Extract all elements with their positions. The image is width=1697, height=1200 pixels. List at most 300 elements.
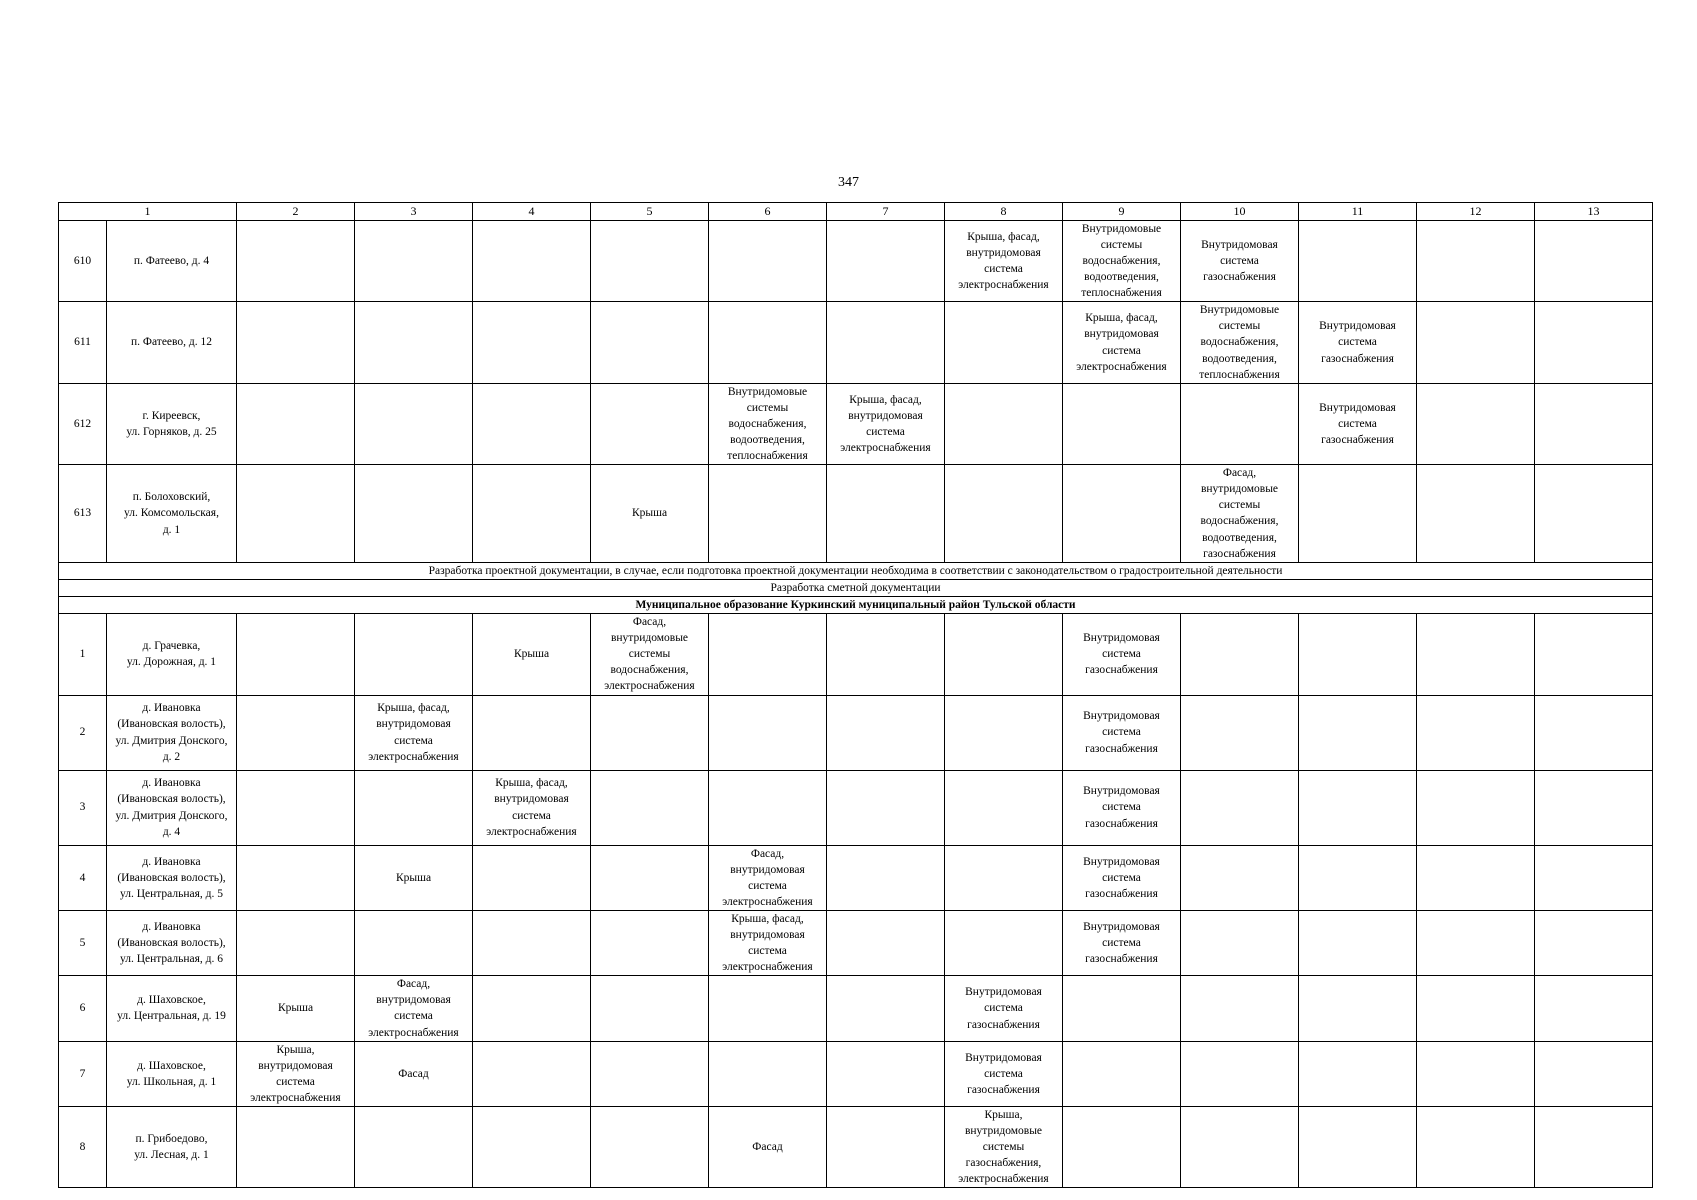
cell-line: ул. Дорожная, д. 1 xyxy=(126,656,217,669)
work-cell xyxy=(1535,465,1653,563)
cell-line: системы xyxy=(628,648,671,661)
work-cell xyxy=(355,695,473,770)
cell-line: ул. Центральная, д. 5 xyxy=(119,887,224,900)
work-cell xyxy=(1063,845,1181,910)
work-cell xyxy=(473,1041,591,1106)
cell-line: д. Ивановка xyxy=(142,855,201,868)
cell-line: система xyxy=(984,1002,1023,1015)
work-cell xyxy=(355,220,473,301)
column-header: 10 xyxy=(1181,203,1299,221)
cell-line: система xyxy=(394,1010,433,1023)
work-cell xyxy=(591,1041,709,1106)
cell-line: электроснабжения xyxy=(958,1173,1049,1186)
work-cell xyxy=(591,695,709,770)
table-row xyxy=(59,976,1653,1041)
column-header: 2 xyxy=(237,203,355,221)
work-cell xyxy=(945,1107,1063,1188)
page-number: 347 xyxy=(838,175,859,190)
work-cell xyxy=(591,976,709,1041)
cell-line: система xyxy=(512,809,551,822)
table-row xyxy=(59,910,1653,975)
work-cell xyxy=(1181,1041,1299,1106)
cell-line: внутридомовая xyxy=(730,863,805,876)
work-cell xyxy=(709,695,827,770)
cell-line: Крыша, фасад, xyxy=(495,777,568,790)
cell-line: Крыша, фасад, xyxy=(967,230,1040,243)
cell-line: водоснабжения, xyxy=(1200,336,1279,349)
cell-line: система xyxy=(984,1067,1023,1080)
row-number: 613 xyxy=(59,465,107,563)
cell-line: п. Фатеево, д. 12 xyxy=(131,336,212,349)
work-cell xyxy=(1535,770,1653,845)
work-cell xyxy=(473,845,591,910)
cell-line: Внутридомовые xyxy=(727,385,808,398)
work-cell xyxy=(237,1107,355,1188)
cell-line: (Ивановская волость), xyxy=(117,718,226,731)
work-cell xyxy=(1535,695,1653,770)
cell-line: Крыша xyxy=(513,648,550,661)
work-cell xyxy=(1299,910,1417,975)
work-cell xyxy=(1417,302,1535,383)
work-cell xyxy=(1181,976,1299,1041)
work-cell xyxy=(591,220,709,301)
section-row xyxy=(59,562,1653,579)
work-cell xyxy=(1181,910,1299,975)
cell-line: система xyxy=(1102,871,1141,884)
cell-line: газоснабжения xyxy=(1085,817,1158,830)
work-cell xyxy=(1063,614,1181,695)
cell-line: внутридомовая xyxy=(966,246,1041,259)
work-cell xyxy=(1299,1107,1417,1188)
work-cell xyxy=(237,302,355,383)
cell-line: Фасад xyxy=(398,1067,429,1080)
work-cell xyxy=(1417,770,1535,845)
address-cell xyxy=(107,770,237,845)
cell-line: электроснабжения xyxy=(840,442,931,455)
cell-line: газоснабжения xyxy=(967,1018,1040,1031)
address-cell xyxy=(107,465,237,563)
work-cell xyxy=(591,302,709,383)
work-cell xyxy=(827,220,945,301)
cell-line: водоотведения, xyxy=(1084,271,1159,284)
work-cell xyxy=(827,1041,945,1106)
cell-line: электроснабжения xyxy=(250,1091,341,1104)
cell-line: ул. Центральная, д. 6 xyxy=(119,953,224,966)
table-row xyxy=(59,1107,1653,1188)
cell-line: д. 2 xyxy=(162,750,181,763)
work-cell xyxy=(1417,695,1535,770)
work-cell xyxy=(1181,845,1299,910)
table-row xyxy=(59,465,1653,563)
column-header: 6 xyxy=(709,203,827,221)
cell-line: ул. Центральная, д. 19 xyxy=(117,1010,226,1023)
cell-line: система xyxy=(748,879,787,892)
cell-line: Внутридомовая xyxy=(1083,632,1160,645)
work-cell xyxy=(827,614,945,695)
cell-line: Фасад, xyxy=(396,978,431,991)
cell-line: газоснабжения xyxy=(1085,887,1158,900)
work-cell xyxy=(1417,383,1535,464)
cell-line: д. Ивановка xyxy=(142,920,201,933)
work-cell xyxy=(473,383,591,464)
work-cell xyxy=(1535,910,1653,975)
cell-line: г. Киреевск, xyxy=(142,409,201,422)
work-cell xyxy=(945,910,1063,975)
cell-line: водоснабжения, xyxy=(1082,254,1161,267)
work-cell xyxy=(237,1041,355,1106)
cell-line: Крыша, фасад, xyxy=(849,393,922,406)
cell-line: теплоснабжения xyxy=(1199,368,1280,381)
cell-line: Крыша, xyxy=(984,1109,1023,1122)
cell-line: электроснабжения xyxy=(368,1026,459,1039)
work-cell xyxy=(1299,220,1417,301)
cell-line: водоотведения, xyxy=(1202,352,1277,365)
cell-line: водоотведения, xyxy=(1202,531,1277,544)
work-cell xyxy=(1181,1107,1299,1188)
cell-line: система xyxy=(1102,801,1141,814)
work-cell xyxy=(473,465,591,563)
work-cell xyxy=(709,465,827,563)
cell-line: внутридомовая xyxy=(376,718,451,731)
work-cell xyxy=(591,910,709,975)
work-cell xyxy=(237,220,355,301)
cell-line: ул. Школьная, д. 1 xyxy=(126,1075,217,1088)
work-cell xyxy=(1299,614,1417,695)
section-title: Муниципальное образование Куркинский муниципальный район Тульской области xyxy=(59,596,1653,613)
repair-schedule-table xyxy=(58,202,1653,1188)
work-cell xyxy=(355,1041,473,1106)
work-cell xyxy=(1063,976,1181,1041)
row-number: 7 xyxy=(59,1041,107,1106)
row-number: 1 xyxy=(59,614,107,695)
work-cell xyxy=(709,1107,827,1188)
cell-line: внутридомовые xyxy=(610,632,689,645)
cell-line: электроснабжения xyxy=(368,750,459,763)
cell-line: Внутридомовые xyxy=(1199,304,1280,317)
address-cell xyxy=(107,976,237,1041)
column-header: 3 xyxy=(355,203,473,221)
cell-line: система xyxy=(1338,417,1377,430)
work-cell xyxy=(473,220,591,301)
work-cell xyxy=(1299,383,1417,464)
work-cell xyxy=(591,614,709,695)
row-number: 3 xyxy=(59,770,107,845)
cell-line: система xyxy=(394,734,433,747)
table-row xyxy=(59,845,1653,910)
work-cell xyxy=(709,1041,827,1106)
work-cell xyxy=(1181,302,1299,383)
row-number: 5 xyxy=(59,910,107,975)
work-cell xyxy=(473,910,591,975)
cell-line: Внутридомовая xyxy=(1083,710,1160,723)
work-cell xyxy=(237,465,355,563)
work-cell xyxy=(945,465,1063,563)
cell-line: водоотведения, xyxy=(730,434,805,447)
work-cell xyxy=(237,910,355,975)
header-row xyxy=(59,203,1653,221)
cell-line: Внутридомовая xyxy=(1319,401,1396,414)
cell-line: Внутридомовая xyxy=(965,986,1042,999)
work-cell xyxy=(591,770,709,845)
work-cell xyxy=(1535,1041,1653,1106)
cell-line: д. Шаховское, xyxy=(137,994,206,1007)
cell-line: ул. Горняков, д. 25 xyxy=(126,425,217,438)
work-cell xyxy=(1299,976,1417,1041)
table-row xyxy=(59,614,1653,695)
cell-line: п. Фатеево, д. 4 xyxy=(133,254,210,267)
cell-line: Внутридомовые xyxy=(1081,222,1162,235)
work-cell xyxy=(1063,910,1181,975)
work-cell xyxy=(473,976,591,1041)
work-cell xyxy=(355,383,473,464)
work-cell xyxy=(709,614,827,695)
work-cell xyxy=(945,1041,1063,1106)
address-cell xyxy=(107,695,237,770)
work-cell xyxy=(355,845,473,910)
work-cell xyxy=(827,465,945,563)
row-number: 6 xyxy=(59,976,107,1041)
cell-line: внутридомовые xyxy=(1200,483,1279,496)
cell-line: Внутридомовая xyxy=(1083,855,1160,868)
column-header: 7 xyxy=(827,203,945,221)
row-number: 611 xyxy=(59,302,107,383)
work-cell xyxy=(1181,220,1299,301)
cell-line: системы xyxy=(746,401,789,414)
cell-line: ул. Дмитрия Донского, xyxy=(115,734,228,747)
column-header: 4 xyxy=(473,203,591,221)
cell-line: Крыша, фасад, xyxy=(731,912,804,925)
cell-line: д. Ивановка xyxy=(142,702,201,715)
cell-line: Фасад, xyxy=(750,847,785,860)
cell-line: система xyxy=(984,263,1023,276)
work-cell xyxy=(1181,465,1299,563)
cell-line: внутридомовые xyxy=(964,1125,1043,1138)
work-cell xyxy=(237,614,355,695)
work-cell xyxy=(1535,1107,1653,1188)
row-number: 2 xyxy=(59,695,107,770)
work-cell xyxy=(827,383,945,464)
work-cell xyxy=(591,465,709,563)
work-cell xyxy=(355,770,473,845)
work-cell xyxy=(827,976,945,1041)
cell-line: системы xyxy=(1218,320,1261,333)
cell-line: электроснабжения xyxy=(722,895,813,908)
address-cell xyxy=(107,614,237,695)
work-cell xyxy=(1417,976,1535,1041)
work-cell xyxy=(1063,695,1181,770)
cell-line: Крыша, фасад, xyxy=(1085,312,1158,325)
work-cell xyxy=(355,976,473,1041)
cell-line: газоснабжения xyxy=(1203,271,1276,284)
cell-line: теплоснабжения xyxy=(1081,287,1162,300)
work-cell xyxy=(355,302,473,383)
work-cell xyxy=(945,383,1063,464)
cell-line: газоснабжения xyxy=(1085,953,1158,966)
table-row xyxy=(59,302,1653,383)
cell-line: электроснабжения xyxy=(1076,360,1167,373)
cell-line: п. Болоховский, xyxy=(132,491,211,504)
column-header: 13 xyxy=(1535,203,1653,221)
work-cell xyxy=(1299,770,1417,845)
table-row xyxy=(59,695,1653,770)
address-cell xyxy=(107,302,237,383)
work-cell xyxy=(827,1107,945,1188)
work-cell xyxy=(1417,1041,1535,1106)
work-cell xyxy=(945,770,1063,845)
work-cell xyxy=(709,845,827,910)
cell-line: Крыша xyxy=(277,1002,314,1015)
work-cell xyxy=(827,695,945,770)
work-cell xyxy=(945,845,1063,910)
work-cell xyxy=(1417,845,1535,910)
work-cell xyxy=(1535,845,1653,910)
cell-line: внутридомовая xyxy=(848,409,923,422)
work-cell xyxy=(1417,910,1535,975)
cell-line: внутридомовая xyxy=(1084,328,1159,341)
work-cell xyxy=(355,910,473,975)
work-cell xyxy=(827,770,945,845)
address-cell xyxy=(107,1041,237,1106)
work-cell xyxy=(1299,1041,1417,1106)
work-cell xyxy=(709,910,827,975)
work-cell xyxy=(237,770,355,845)
cell-line: газоснабжения xyxy=(967,1083,1040,1096)
cell-line: Фасад xyxy=(752,1141,783,1154)
work-cell xyxy=(473,1107,591,1188)
cell-line: газоснабжения, xyxy=(965,1157,1042,1170)
work-cell xyxy=(1299,465,1417,563)
cell-line: (Ивановская волость), xyxy=(117,937,226,950)
work-cell xyxy=(473,614,591,695)
cell-line: газоснабжения xyxy=(1321,352,1394,365)
work-cell xyxy=(237,383,355,464)
cell-line: Внутридомовая xyxy=(1201,238,1278,251)
cell-line: Внутридомовая xyxy=(1083,920,1160,933)
row-number: 4 xyxy=(59,845,107,910)
cell-line: система xyxy=(1102,648,1141,661)
work-cell xyxy=(827,910,945,975)
work-cell xyxy=(709,976,827,1041)
work-cell xyxy=(591,383,709,464)
address-cell xyxy=(107,383,237,464)
cell-line: (Ивановская волость), xyxy=(117,793,226,806)
cell-line: д. 1 xyxy=(162,523,181,536)
cell-line: система xyxy=(1102,937,1141,950)
work-cell xyxy=(591,1107,709,1188)
cell-line: газоснабжения xyxy=(1203,547,1276,560)
row-number: 612 xyxy=(59,383,107,464)
cell-line: системы xyxy=(1218,499,1261,512)
cell-line: внутридомовая xyxy=(730,928,805,941)
work-cell xyxy=(1535,976,1653,1041)
address-cell xyxy=(107,220,237,301)
work-cell xyxy=(355,1107,473,1188)
table-row xyxy=(59,1041,1653,1106)
cell-line: п. Грибоедово, xyxy=(135,1133,208,1146)
row-number: 8 xyxy=(59,1107,107,1188)
address-cell xyxy=(107,910,237,975)
address-cell xyxy=(107,1107,237,1188)
cell-line: система xyxy=(866,425,905,438)
work-cell xyxy=(473,770,591,845)
cell-line: водоснабжения, xyxy=(728,417,807,430)
work-cell xyxy=(1535,614,1653,695)
cell-line: ул. Лесная, д. 1 xyxy=(134,1149,209,1162)
table-row xyxy=(59,220,1653,301)
cell-line: ул. Дмитрия Донского, xyxy=(115,809,228,822)
cell-line: системы xyxy=(982,1141,1025,1154)
cell-line: внутридомовая xyxy=(494,793,569,806)
work-cell xyxy=(1417,465,1535,563)
cell-line: газоснабжения xyxy=(1085,742,1158,755)
work-cell xyxy=(237,976,355,1041)
work-cell xyxy=(1181,383,1299,464)
section-title: Разработка сметной документации xyxy=(59,579,1653,596)
work-cell xyxy=(1299,845,1417,910)
section-row xyxy=(59,596,1653,613)
cell-line: система xyxy=(1102,344,1141,357)
column-header: 12 xyxy=(1417,203,1535,221)
cell-line: д. Шаховское, xyxy=(137,1059,206,1072)
work-cell xyxy=(1417,614,1535,695)
cell-line: Фасад, xyxy=(1222,467,1257,480)
work-cell xyxy=(1063,770,1181,845)
cell-line: система xyxy=(1102,726,1141,739)
cell-line: внутридомовая xyxy=(258,1059,333,1072)
cell-line: д. Ивановка xyxy=(142,777,201,790)
cell-line: Внутридомовая xyxy=(1083,785,1160,798)
cell-line: система xyxy=(748,945,787,958)
cell-line: водоснабжения, xyxy=(1200,515,1279,528)
work-cell xyxy=(237,695,355,770)
column-header: 5 xyxy=(591,203,709,221)
cell-line: Внутридомовая xyxy=(965,1051,1042,1064)
cell-line: внутридомовая xyxy=(376,994,451,1007)
cell-line: газоснабжения xyxy=(1321,434,1394,447)
cell-line: ул. Комсомольская, xyxy=(124,507,219,520)
work-cell xyxy=(1417,220,1535,301)
work-cell xyxy=(1181,614,1299,695)
work-cell xyxy=(1299,695,1417,770)
cell-line: Внутридомовая xyxy=(1319,320,1396,333)
cell-line: Крыша, фасад, xyxy=(377,702,450,715)
cell-line: электроснабжения xyxy=(958,279,1049,292)
section-row xyxy=(59,579,1653,596)
work-cell xyxy=(591,845,709,910)
work-cell xyxy=(945,220,1063,301)
work-cell xyxy=(473,695,591,770)
work-cell xyxy=(1063,1107,1181,1188)
cell-line: Крыша, xyxy=(276,1043,315,1056)
cell-line: водоснабжения, xyxy=(610,664,689,677)
work-cell xyxy=(709,220,827,301)
cell-line: теплоснабжения xyxy=(727,450,808,463)
work-cell xyxy=(237,845,355,910)
work-cell xyxy=(1417,1107,1535,1188)
address-cell xyxy=(107,845,237,910)
work-cell xyxy=(355,465,473,563)
work-cell xyxy=(945,976,1063,1041)
cell-line: д. Грачевка, xyxy=(142,640,201,653)
row-number: 610 xyxy=(59,220,107,301)
cell-line: системы xyxy=(1100,238,1143,251)
cell-line: электроснабжения xyxy=(722,961,813,974)
cell-line: газоснабжения xyxy=(1085,664,1158,677)
work-cell xyxy=(945,614,1063,695)
work-cell xyxy=(1535,302,1653,383)
cell-line: Фасад, xyxy=(632,616,667,629)
work-cell xyxy=(1063,383,1181,464)
